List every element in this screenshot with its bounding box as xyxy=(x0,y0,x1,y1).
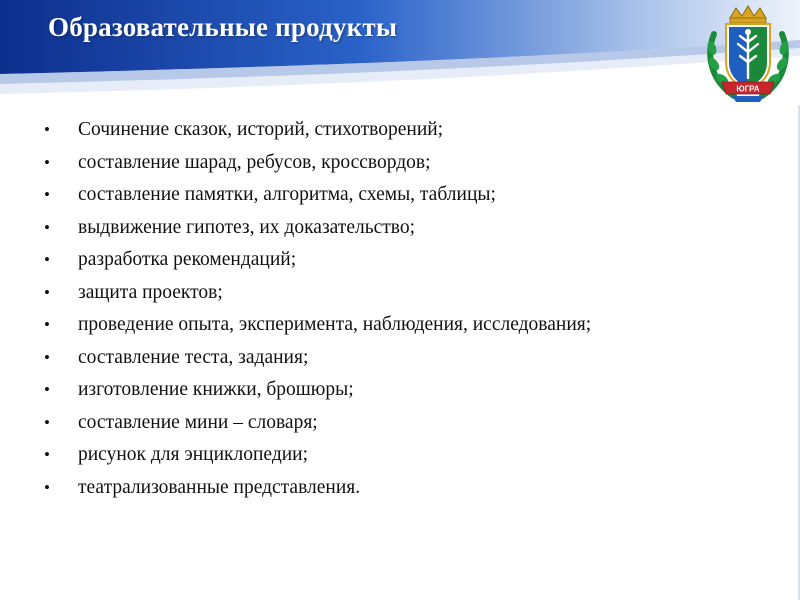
list-item-text: проведение опыта, эксперимента, наблюдения, исследования; xyxy=(78,314,592,335)
list-item-text: составление мини – словаря; xyxy=(78,411,318,433)
list-item xyxy=(44,147,784,180)
bullet-list xyxy=(44,114,784,504)
list-item-text: рисунок для энциклопедии; xyxy=(78,444,309,465)
emblem-banner-text: ЮГРА xyxy=(736,84,760,94)
bullet-marker: • xyxy=(44,445,50,464)
bullet-marker: • xyxy=(44,250,50,269)
bullet-marker: • xyxy=(44,380,50,399)
list-item xyxy=(44,179,784,212)
list-item xyxy=(44,374,784,407)
list-item xyxy=(44,342,784,375)
list-item-text: составление теста, задания; xyxy=(78,346,309,368)
list-item-text: составление шарад, ребусов, кроссвордов; xyxy=(78,151,431,173)
list-item-text: Сочинение сказок, историй, стихотворений; xyxy=(78,119,444,140)
list-item-text: театрализованные представления. xyxy=(78,476,361,498)
list-item-text: разработка рекомендаций; xyxy=(78,249,297,270)
bullet-marker: • xyxy=(44,120,50,139)
bullet-marker: • xyxy=(44,282,50,302)
list-item xyxy=(44,439,784,472)
list-item-text: изготовление книжки, брошюры; xyxy=(78,379,354,400)
bullet-marker: • xyxy=(44,412,50,432)
list-item-text: выдвижение гипотез, их доказательство; xyxy=(78,216,416,238)
bullet-marker: • xyxy=(44,185,50,204)
list-item xyxy=(44,309,784,342)
coat-of-arms-icon xyxy=(700,4,796,104)
list-item-text: защита проектов; xyxy=(78,281,223,303)
slide-title: Образовательные продукты xyxy=(48,12,398,42)
list-item xyxy=(44,114,784,147)
list-item xyxy=(44,212,784,245)
bullet-marker: • xyxy=(44,315,50,334)
bullet-marker: • xyxy=(44,152,50,172)
list-item xyxy=(44,277,784,310)
list-item-text: составление памятки, алгоритма, схемы, таблицы; xyxy=(78,184,496,205)
bullet-marker: • xyxy=(44,217,50,237)
bullet-marker: • xyxy=(44,477,50,497)
bullet-marker: • xyxy=(44,347,50,367)
list-item xyxy=(44,244,784,277)
list-item xyxy=(44,472,784,505)
list-item xyxy=(44,407,784,440)
header-band xyxy=(0,0,800,120)
